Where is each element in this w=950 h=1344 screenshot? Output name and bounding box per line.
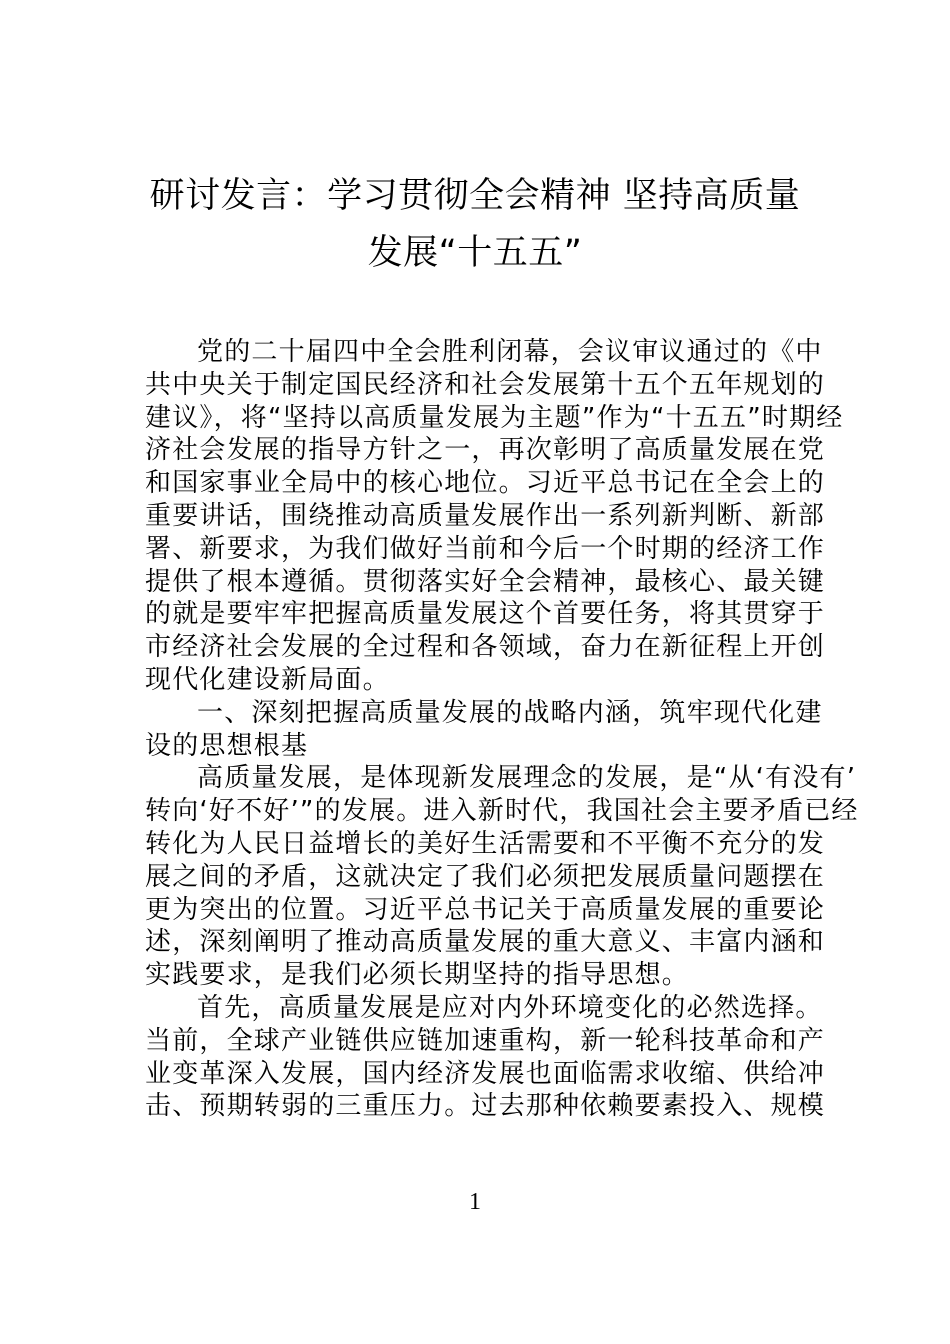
paragraph-first-line: 高质量发展，是体现新发展理念的发展，是“从‘有没有’ xyxy=(197,763,857,794)
paragraph-line: 转向‘好不好’”的发展。进入新时代，我国社会主要矛盾已经 xyxy=(145,796,859,827)
paragraph-line: 共中央关于制定国民经济和社会发展第十五个五年规划的 xyxy=(145,369,826,400)
paragraph-line: 更为突出的位置。习近平总书记关于高质量发展的重要论 xyxy=(145,894,826,925)
paragraph-first-line: 首先，高质量发展是应对内外环境变化的必然选择。 xyxy=(197,992,823,1023)
paragraph-line: 建议》，将“坚持以高质量发展为主题”作为“十五五”时期经 xyxy=(145,402,844,433)
paragraph-line: 击、预期转弱的三重压力。过去那种依赖要素投入、规模 xyxy=(145,1091,826,1122)
paragraph-line: 重要讲话，围绕推动高质量发展作出一系列新判断、新部 xyxy=(145,500,826,531)
document-title xyxy=(100,168,850,282)
paragraph-line: 述，深刻阐明了推动高质量发展的重大意义、丰富内涵和 xyxy=(145,927,826,958)
paragraph-line: 当前，全球产业链供应链加速重构，新一轮科技革命和产 xyxy=(145,1025,826,1056)
paragraph-first-line: 一、深刻把握高质量发展的战略内涵，筑牢现代化建 xyxy=(197,697,823,728)
paragraph-line: 济社会发展的指导方针之一，再次彰明了高质量发展在党 xyxy=(145,435,826,466)
paragraph-line: 实践要求，是我们必须长期坚持的指导思想。 xyxy=(145,960,690,991)
paragraph-line: 设的思想根基 xyxy=(145,730,309,761)
paragraph-line: 业变革深入发展，国内经济发展也面临需求收缩、供给冲 xyxy=(145,1058,826,1089)
paragraph-line: 市经济社会发展的全过程和各领域，奋力在新征程上开创 xyxy=(145,632,826,663)
paragraph-line: 展之间的矛盾，这就决定了我们必须把发展质量问题摆在 xyxy=(145,861,826,892)
document-body xyxy=(145,336,859,1123)
paragraph-line: 提供了根本遵循。贯彻落实好全会精神，最核心、最关键 xyxy=(145,566,826,597)
paragraph-line: 现代化建设新局面。 xyxy=(145,664,390,695)
paragraph-line: 转化为人民日益增长的美好生活需要和不平衡不充分的发 xyxy=(145,828,826,859)
title-line-1: 研讨发言：学习贯彻全会精神 坚持高质量 xyxy=(149,176,801,216)
paragraph-line: 和国家事业全局中的核心地位。习近平总书记在全会上的 xyxy=(145,468,826,499)
paragraph-first-line: 党的二十届四中全会胜利闭幕，会议审议通过的《中 xyxy=(197,337,823,367)
paragraph-line: 署、新要求，为我们做好当前和今后一个时期的经济工作 xyxy=(145,533,826,564)
paragraph-line: 的就是要牢牢把握高质量发展这个首要任务，将其贯穿于 xyxy=(145,599,826,630)
title-line-2: 发展“十五五” xyxy=(367,233,583,273)
page-number: 1 xyxy=(469,1189,481,1215)
